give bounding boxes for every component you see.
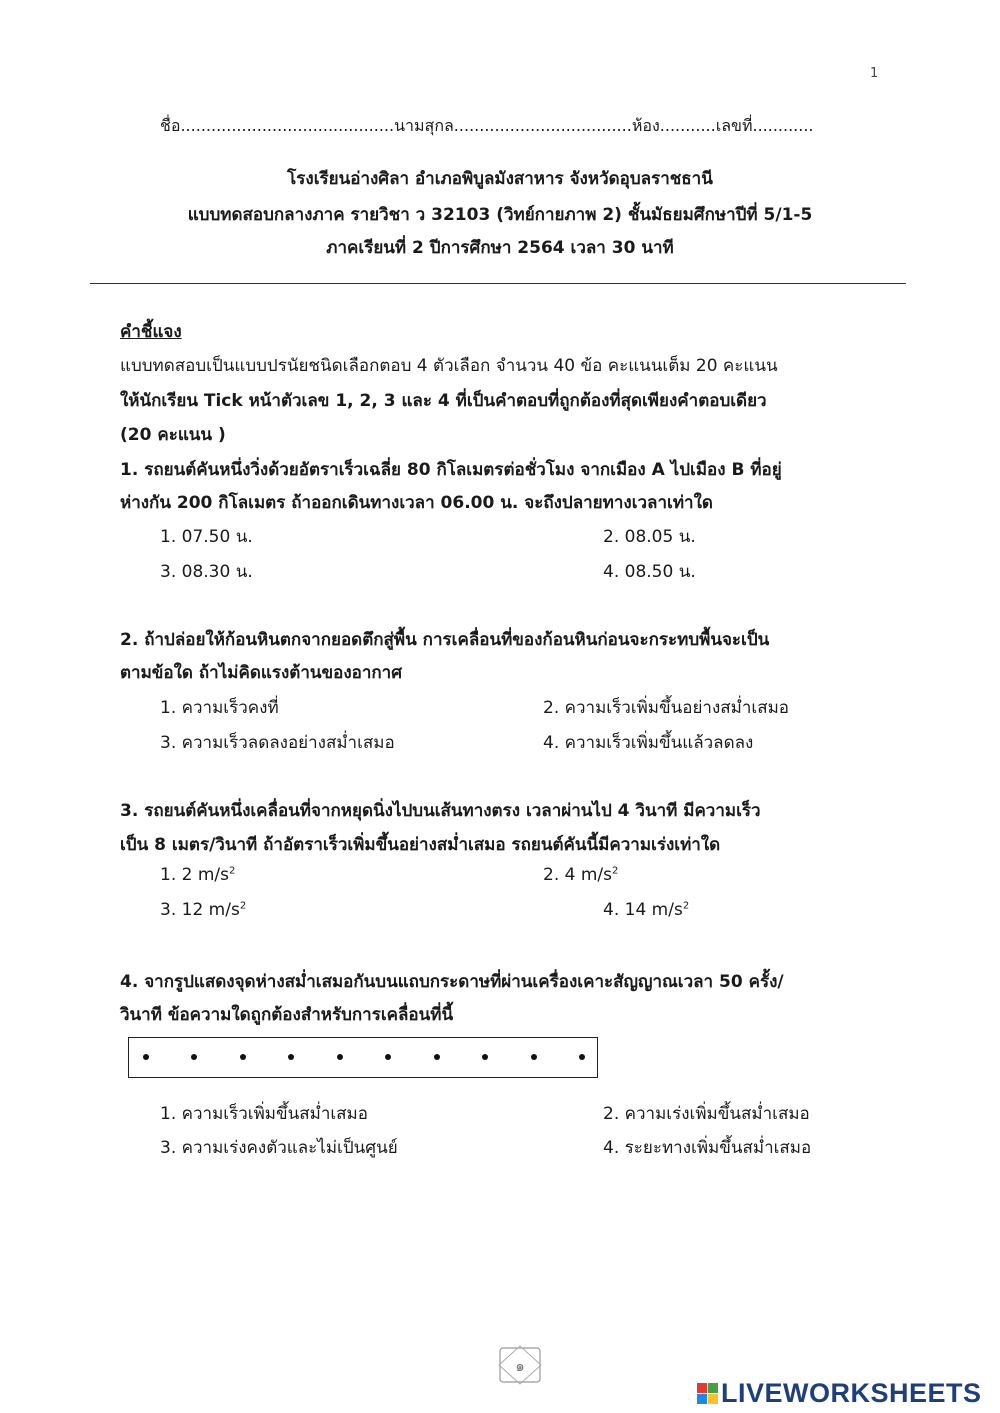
logo-square-icon [697,1394,707,1404]
question-1-option-1[interactable]: 1. 07.50 น. [160,527,253,547]
logo-square-icon [708,1383,718,1393]
question-3-text-cont: เป็น 8 เมตร/วินาที ถ้าอัตราเร็วเพิ่มขึ้นอย่างสม่ำเสมอ รถยนต์คันนี้มีความเร่งเท่าใด [120,835,721,855]
tape-dot [531,1054,537,1060]
exam-subject-header: แบบทดสอบกลางภาค รายวิชา ว 32103 (วิทย์กายภาพ 2) ชั้นมัธยมศึกษาปีที่ 5/1-5 [187,205,813,225]
question-3-option-2-label: 2. 4 m/s [543,865,612,885]
question-2-text-cont: ตามข้อใด ถ้าไม่คิดแรงต้านของอากาศ [120,663,403,683]
question-3-option-1-label: 1. 2 m/s [160,865,229,885]
exponent: 2 [229,865,236,877]
question-4-option-2[interactable]: 2. ความเร่งเพิ่มขึ้นสม่ำเสมอ [603,1104,810,1124]
question-3-option-3[interactable] [160,900,246,920]
question-1-text: 1. รถยนต์คันหนึ่งวิ่งด้วยอัตราเร็วเฉลี่ย 80 กิโลเมตรต่อชั่วโมง จากเมือง A ไปเมือง B ที่อยู่ [120,460,782,480]
question-2-option-3[interactable]: 3. ความเร็วลดลงอย่างสม่ำเสมอ [160,733,395,753]
header-divider [90,283,906,284]
question-3-option-4-label: 4. 14 m/s [603,900,683,920]
school-header: โรงเรียนอ่างศิลา อำเภอพิบูลมังสาหาร จังหวัดอุบลราชธานี [287,169,713,189]
question-3-text: 3. รถยนต์คันหนึ่งเคลื่อนที่จากหยุดนิ่งไปบนเส้นทางตรง เวลาผ่านไป 4 วินาที มีความเร็ว [120,801,761,821]
question-4-option-1[interactable]: 1. ความเร็วเพิ่มขึ้นสม่ำเสมอ [160,1104,368,1124]
tape-dot [191,1054,197,1060]
question-2-option-4[interactable]: 4. ความเร็วเพิ่มขึ้นแล้วลดลง [543,733,754,753]
question-2-option-1[interactable]: 1. ความเร็วคงที่ [160,698,279,718]
exponent: 2 [239,900,247,912]
tape-dot [240,1054,246,1060]
question-1-option-2[interactable]: 2. 08.05 น. [603,527,696,547]
question-1-option-3[interactable]: 3. 08.30 น. [160,562,253,582]
instructions-line-1: แบบทดสอบเป็นแบบปรนัยชนิดเลือกตอบ 4 ตัวเลือก จำนวน 40 ข้อ คะแนนเต็ม 20 คะแนน [120,356,778,376]
question-2-option-2[interactable]: 2. ความเร็วเพิ่มขึ้นอย่างสม่ำเสมอ [543,698,789,718]
question-4-option-3[interactable]: 3. ความเร่งคงตัวและไม่เป็นศูนย์ [160,1138,398,1158]
exponent: 2 [682,900,690,912]
question-1-option-4[interactable]: 4. 08.50 น. [603,562,696,582]
instructions-heading: คำชี้แจง [120,322,182,342]
tape-dot [337,1054,343,1060]
ticker-tape-figure [128,1037,598,1078]
question-2-text: 2. ถ้าปล่อยให้ก้อนหินตกจากยอดตึกสู่พื้น การเคลื่อนที่ของก้อนหินก่อนจะกระทบพื้นจะเป็น [120,630,770,650]
instructions-line-3: (20 คะแนน ) [120,425,226,445]
question-3-option-2[interactable] [543,865,618,885]
question-4-text: 4. จากรูปแสดงจุดห่างสม่ำเสมอกันบนแถบกระดาษที่ผ่านเครื่องเคาะสัญญาณเวลา 50 ครั้ง/ [120,972,784,992]
tape-dot [482,1054,488,1060]
question-4-text-cont: วินาที ข้อความใดถูกต้องสำหรับการเคลื่อนที่นี้ [120,1005,454,1025]
seal-numeral: ๑ [515,1357,525,1375]
tape-dot [288,1054,294,1060]
question-1-text-cont: ห่างกัน 200 กิโลเมตร ถ้าออกเดินทางเวลา 06.00 น. จะถึงปลายทางเวลาเท่าใด [120,493,713,513]
logo-text: LIVEWORKSHEETS [721,1378,982,1408]
question-3-option-3-label: 3. 12 m/s [160,900,240,920]
exponent: 2 [612,865,619,877]
student-name-line: ชื่อ..........................................นามสุกล...................................ห้อง...........เลขที่............ [160,116,814,135]
logo-square-icon [697,1383,707,1393]
logo-square-icon [708,1394,718,1404]
question-3-option-1[interactable] [160,865,235,885]
tape-dot [143,1054,149,1060]
tape-dot [579,1054,585,1060]
question-3-option-4[interactable] [603,900,689,920]
tape-dot [434,1054,440,1060]
tape-dot [385,1054,391,1060]
page-seal-icon [497,1345,543,1385]
instructions-line-2: ให้นักเรียน Tick หน้าตัวเลข 1, 2, 3 และ 4 ที่เป็นคำตอบที่ถูกต้องที่สุดเพียงคำตอบเดียว [120,391,767,411]
question-4-option-4[interactable]: 4. ระยะทางเพิ่มขึ้นสม่ำเสมอ [603,1138,812,1158]
page-number: 1 [870,66,879,81]
exam-term-header: ภาคเรียนที่ 2 ปีการศึกษา 2564 เวลา 30 นาที [326,238,674,258]
